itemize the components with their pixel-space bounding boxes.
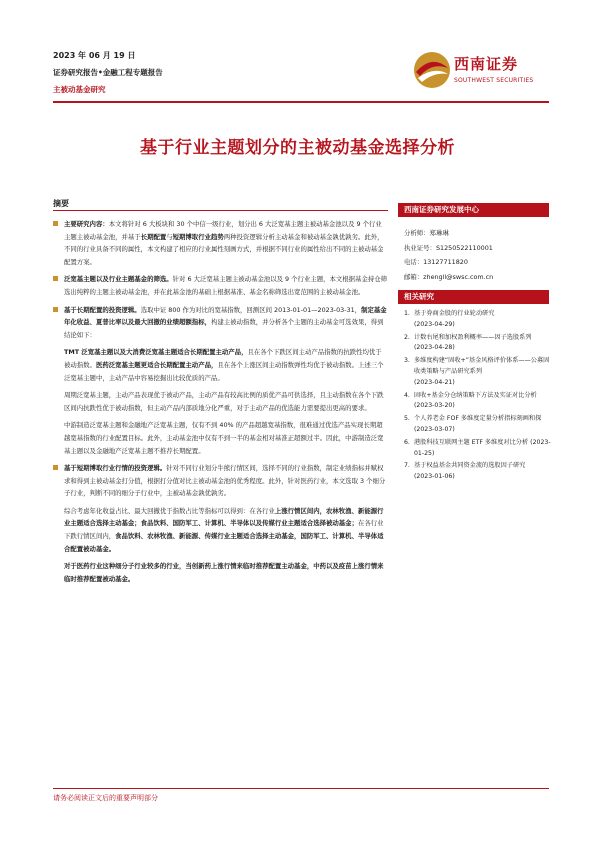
paragraph-tmt: TMT 泛宽基主题以及大消费泛宽基主题适合长期配置主动产品，且在各个下跌区间主动产品指数的抗跌性均优于被动指数。医药泛宽基主题更适合长期配置主动产品，且在各个上涨区间主动指数弹性均优于被动指数。上述三个泛宽基主题中，主动产品中容易挖掘出比较优质的产品。 [64,348,384,382]
paragraph-manufacturing: 中游制造泛宽基主题和金融地产泛宽基主题，仅有不到 40% 的产品超越宽基指数，很难通过优选产品实现长期超越宽基指数的行业配置目标。此外，主动基金池中仅有不到一半的基金相对基准正超额过半。因此，中游制造泛宽基主题以及金融地产泛宽基主题不推荐长期配置。 [64,421,384,455]
paragraph-fund-screening: 泛宽基主题以及行业主题基金的筛选。针对 6 大泛宽基主题主被动基金池以及 9 个行业主题，本文根据基金持仓筛选出纯粹的主题主被动基金池，并在此基金池的基础上根据基准、基金名称筛选出宽范围的主被动基金池。 [53,273,388,298]
analyst-email[interactable]: 邮箱：zhengll@swsc.com.cn [404,272,494,281]
abstract-divider [53,210,388,211]
related-item[interactable]: 6. 港股科技互联网主题 ETF 多维度对比分析 (2023-01-25) [404,438,551,457]
related-item[interactable]: 1. 基于券商金股的行业轮动研究 (2023-04-29) [404,310,495,328]
paragraph-long-term: 基于长期配置的投资逻辑。选取中证 800 作为对比的宽基指数，回测区间 2013-01-01—2023-03-31，制定基金年化收益、夏普比率以及最大回撤的业绩超额指标，构建主被动指数，并分析各个主题的主动基金可选效果，得到结论如下： [53,304,388,342]
report-subject: 主被动基金研究 [53,85,106,94]
related-research-list [404,309,552,485]
analyst-phone: 电话：13127711820 [404,258,468,267]
report-title: 基于行业主题划分的主被动基金选择分析 [140,138,455,158]
related-item[interactable]: 5. 个人养老金 FOF 多维度定量分析指标刻画和探 (2023-03-07) [404,415,542,433]
paragraph-conclusion: 综合考虑年化收益占比、最大回撤优于指数占比等指标可以得到：在各行业上涨行情区间内，农林牧渔、新能源行业主题适合选择主动基金；食品饮料、国防军工、计算机、半导体以及传媒行业主题适合选择被动基金；在各行业下跌行情区间内，食品饮料、农林牧渔、新能源、传媒行业主题适合选择主动基金，国防军工、计算机、半导体适合配置被动基金。 [64,506,384,553]
abstract-body [53,218,388,590]
paragraph-short-term: 基于短期博取行业行情的投资逻辑。针对不同行业划分牛熊行情区间，选择不同的行业指数，制定业绩指标并赋权求和得到主被动基金打分值，根据打分值对比主被动基金池的优秀程度。此外，针对医药行业，本文选取 3 个细分子行业，判断不同的细分子行业中，主被动基金孰优孰劣。 [53,462,388,500]
footer-disclaimer: 请务必阅读正文后的重要声明部分 [53,794,158,802]
report-type: 证券研究报告•金融工程专题报告 [53,68,163,77]
related-item[interactable]: 4. 固收+基金分仓纳策略下方法及实证对比分析 (2023-03-20) [404,391,537,410]
company-name: 西南证券 [454,55,519,73]
analyst-info [404,226,493,284]
paragraph-research-content: 主要研究内容：本文将针对 6 大板块和 30 个中信一级行业，划分出 6 大泛宽基主题主被动基金池以及 9 个行业主题主被动基金池，并基于长期配置与短期博取行业趋势两种投资逻辑分析主动基金和被动基金孰优孰劣。此外，不同的行业具备不同的属性，本文构建了相应的行业属性刻画方式，并根据不同行业的属性给出不同的主被动基金配置方案。 [53,218,388,268]
related-item[interactable]: 7. 基于权益基金共同资金流的选股因子研究 (2023-01-06) [404,462,526,481]
report-date: 2023 年 06 月 19 日 [53,51,136,60]
company-name-english: SOUTHWEST SECURITIES [454,77,534,84]
research-center-header: 西南证券研究发展中心 [398,203,549,217]
paragraph-cyclical: 周期泛宽基主题，主动产品表现优于被动产品，主动产品有较高比例的质优产品可供选择，且主动指数在各个下跌区间内抗跌性优于被动指数，但主动产品内部质地分化严重，对于主动产品的优选能力需要提出更高的要求。 [64,391,384,412]
footer-divider [53,788,549,789]
related-item[interactable]: 3. 多维度构建“固收+”基金风格评价体系——公募固收类策略与产品研究系列 (2023-04-21) [404,357,550,386]
related-research-header: 相关研究 [398,290,549,304]
header-divider [53,101,549,103]
analyst-license: 执业证号：S1250522110001 [404,243,493,252]
abstract-label: 摘要 [53,199,69,208]
paragraph-medical: 对于医药行业这种细分子行业较多的行业，当创新药上涨行情来临时推荐配置主动基金，中药以及疫苗上涨行情来临时推荐配置被动基金。 [64,562,384,583]
related-item[interactable]: 2. 计数右尾和加权盈利概率——因子选股系列 (2023-04-28) [404,333,532,352]
analyst-name: 分析师：郑琳琳 [404,229,449,237]
